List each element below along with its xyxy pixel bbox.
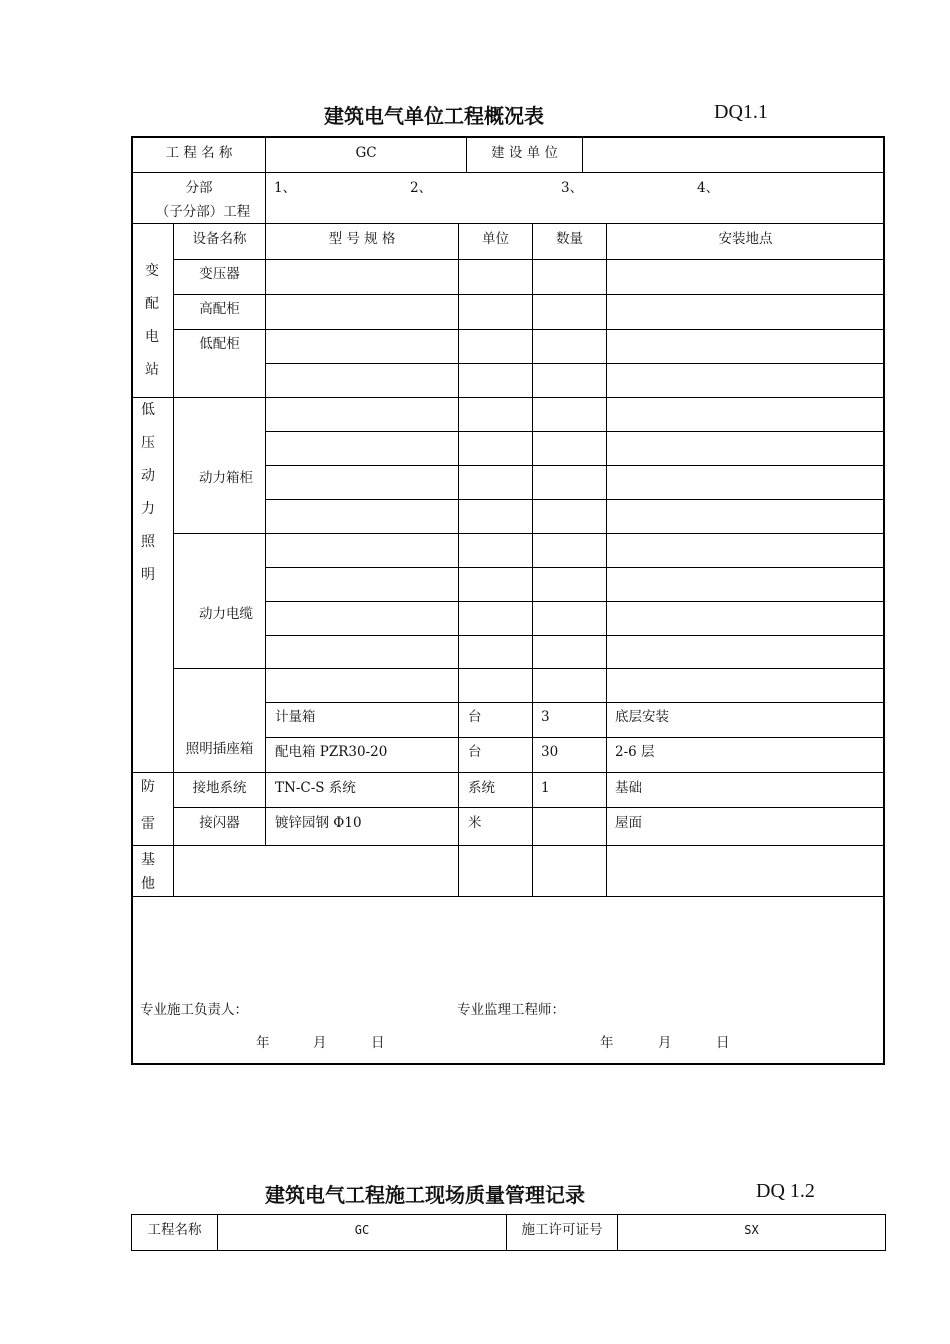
grid-line: [265, 635, 884, 636]
lighting-row-1-unit: 台: [468, 709, 482, 725]
header-equipment: 设备名称: [192, 231, 247, 247]
table2-code: DQ 1.2: [756, 1180, 815, 1202]
header-model: 型 号 规 格: [328, 231, 396, 247]
supervisor-label: 专业施工负责人：: [140, 1002, 248, 1018]
date-year-left: 年: [256, 1035, 270, 1051]
grid-line: [132, 172, 884, 173]
group-lightning-char: 雷: [141, 816, 155, 832]
table2-project-name-value: GC: [354, 1223, 370, 1237]
subdivision-item-4: 4、: [697, 180, 720, 196]
engineer-label: 专业监理工程师：: [457, 1002, 565, 1018]
group-substation-char: 变: [145, 263, 159, 279]
table2-project-name-label: 工程名称: [147, 1222, 202, 1238]
lightning-row-2-name: 接闪器: [199, 815, 240, 831]
group-lowvoltage-char: 动: [141, 468, 155, 484]
group-other-char: 基: [141, 852, 155, 868]
subdivision-item-3: 3、: [561, 180, 584, 196]
grid-line: [132, 772, 884, 773]
subdivision-label-line2: （子分部）工程: [155, 204, 251, 220]
lighting-row-2-model: 配电箱 PZR30-20: [275, 744, 388, 760]
project-name-value: GC: [355, 145, 377, 161]
grid-line: [265, 567, 884, 568]
grid-line: [132, 223, 884, 224]
lightning-row-1-quantity: 1: [541, 780, 550, 796]
lighting-row-2-quantity: 30: [541, 744, 559, 760]
date-year-right: 年: [600, 1035, 614, 1051]
grid-line: [173, 533, 884, 534]
lighting-row-2-unit: 台: [468, 744, 482, 760]
lightning-row-1-name: 接地系统: [192, 780, 247, 796]
lighting-row-1-location: 底层安装: [615, 709, 669, 725]
date-month-right: 月: [658, 1035, 672, 1051]
group-other-char: 他: [141, 876, 155, 892]
grid-line: [265, 363, 884, 364]
lighting-socket-box-label: 照明插座箱: [185, 741, 254, 757]
grid-line: [458, 223, 459, 896]
power-cabinet-label: 动力箱柜: [199, 470, 253, 486]
grid-line: [265, 465, 884, 466]
grid-line: [265, 601, 884, 602]
grid-line: [582, 137, 583, 172]
date-day-right: 日: [716, 1035, 730, 1051]
lighting-row-1-model: 计量箱: [275, 709, 316, 725]
grid-line: [532, 223, 533, 896]
grid-line: [265, 737, 884, 738]
header-location: 安装地点: [718, 231, 773, 247]
lightning-row-1-location: 基础: [615, 780, 642, 796]
group-substation-char: 站: [145, 362, 159, 378]
table1-title: 建筑电气单位工程概况表: [324, 104, 544, 128]
lightning-row-1-model: TN-C-S 系统: [275, 780, 356, 796]
grid-line: [132, 896, 884, 897]
grid-line: [265, 431, 884, 432]
subdivision-label-line1: 分部: [185, 180, 213, 196]
grid-line: [173, 807, 884, 808]
power-cable-label: 动力电缆: [199, 606, 253, 622]
builder-label: 建 设 单 位: [491, 145, 558, 161]
table1-code: DQ1.1: [714, 101, 768, 123]
lighting-row-2-location: 2-6 层: [615, 744, 655, 760]
permit-value: SX: [744, 1223, 759, 1237]
header-quantity: 数量: [556, 231, 583, 247]
group-lightning-char: 防: [141, 779, 155, 795]
lightning-row-2-model: 镀锌园钢 Φ10: [275, 815, 362, 831]
substation-item-transformer: 变压器: [199, 266, 240, 282]
grid-line: [265, 702, 884, 703]
subdivision-item-2: 2、: [410, 180, 433, 196]
grid-line: [173, 329, 884, 330]
group-substation-char: 配: [145, 296, 159, 312]
lightning-row-1-unit: 系统: [468, 780, 495, 796]
grid-line: [173, 259, 884, 260]
grid-line: [132, 397, 884, 398]
date-day-left: 日: [371, 1035, 385, 1051]
date-month-left: 月: [313, 1035, 327, 1051]
grid-line: [173, 294, 884, 295]
lightning-row-2-unit: 米: [468, 815, 482, 831]
group-substation-char: 电: [145, 329, 159, 345]
table2-title: 建筑电气工程施工现场质量管理记录: [265, 1183, 585, 1207]
lighting-row-1-quantity: 3: [541, 709, 550, 725]
grid-line: [132, 845, 884, 846]
group-lowvoltage-char: 压: [141, 435, 155, 451]
grid-line: [265, 223, 266, 845]
permit-label: 施工许可证号: [521, 1222, 603, 1238]
substation-item-lv-cabinet: 低配柜: [199, 336, 240, 352]
lightning-row-2-location: 屋面: [615, 815, 642, 831]
substation-item-hv-cabinet: 高配柜: [199, 301, 240, 317]
group-lowvoltage-char: 力: [141, 501, 155, 517]
grid-line: [606, 223, 607, 896]
grid-line: [173, 668, 884, 669]
grid-line: [265, 499, 884, 500]
group-lowvoltage-char: 低: [141, 402, 155, 418]
group-lowvoltage-char: 照: [141, 534, 155, 550]
subdivision-item-1: 1、: [274, 180, 297, 196]
header-unit: 单位: [482, 231, 509, 247]
project-name-label: 工 程 名 称: [165, 145, 233, 161]
group-lowvoltage-char: 明: [141, 567, 155, 583]
